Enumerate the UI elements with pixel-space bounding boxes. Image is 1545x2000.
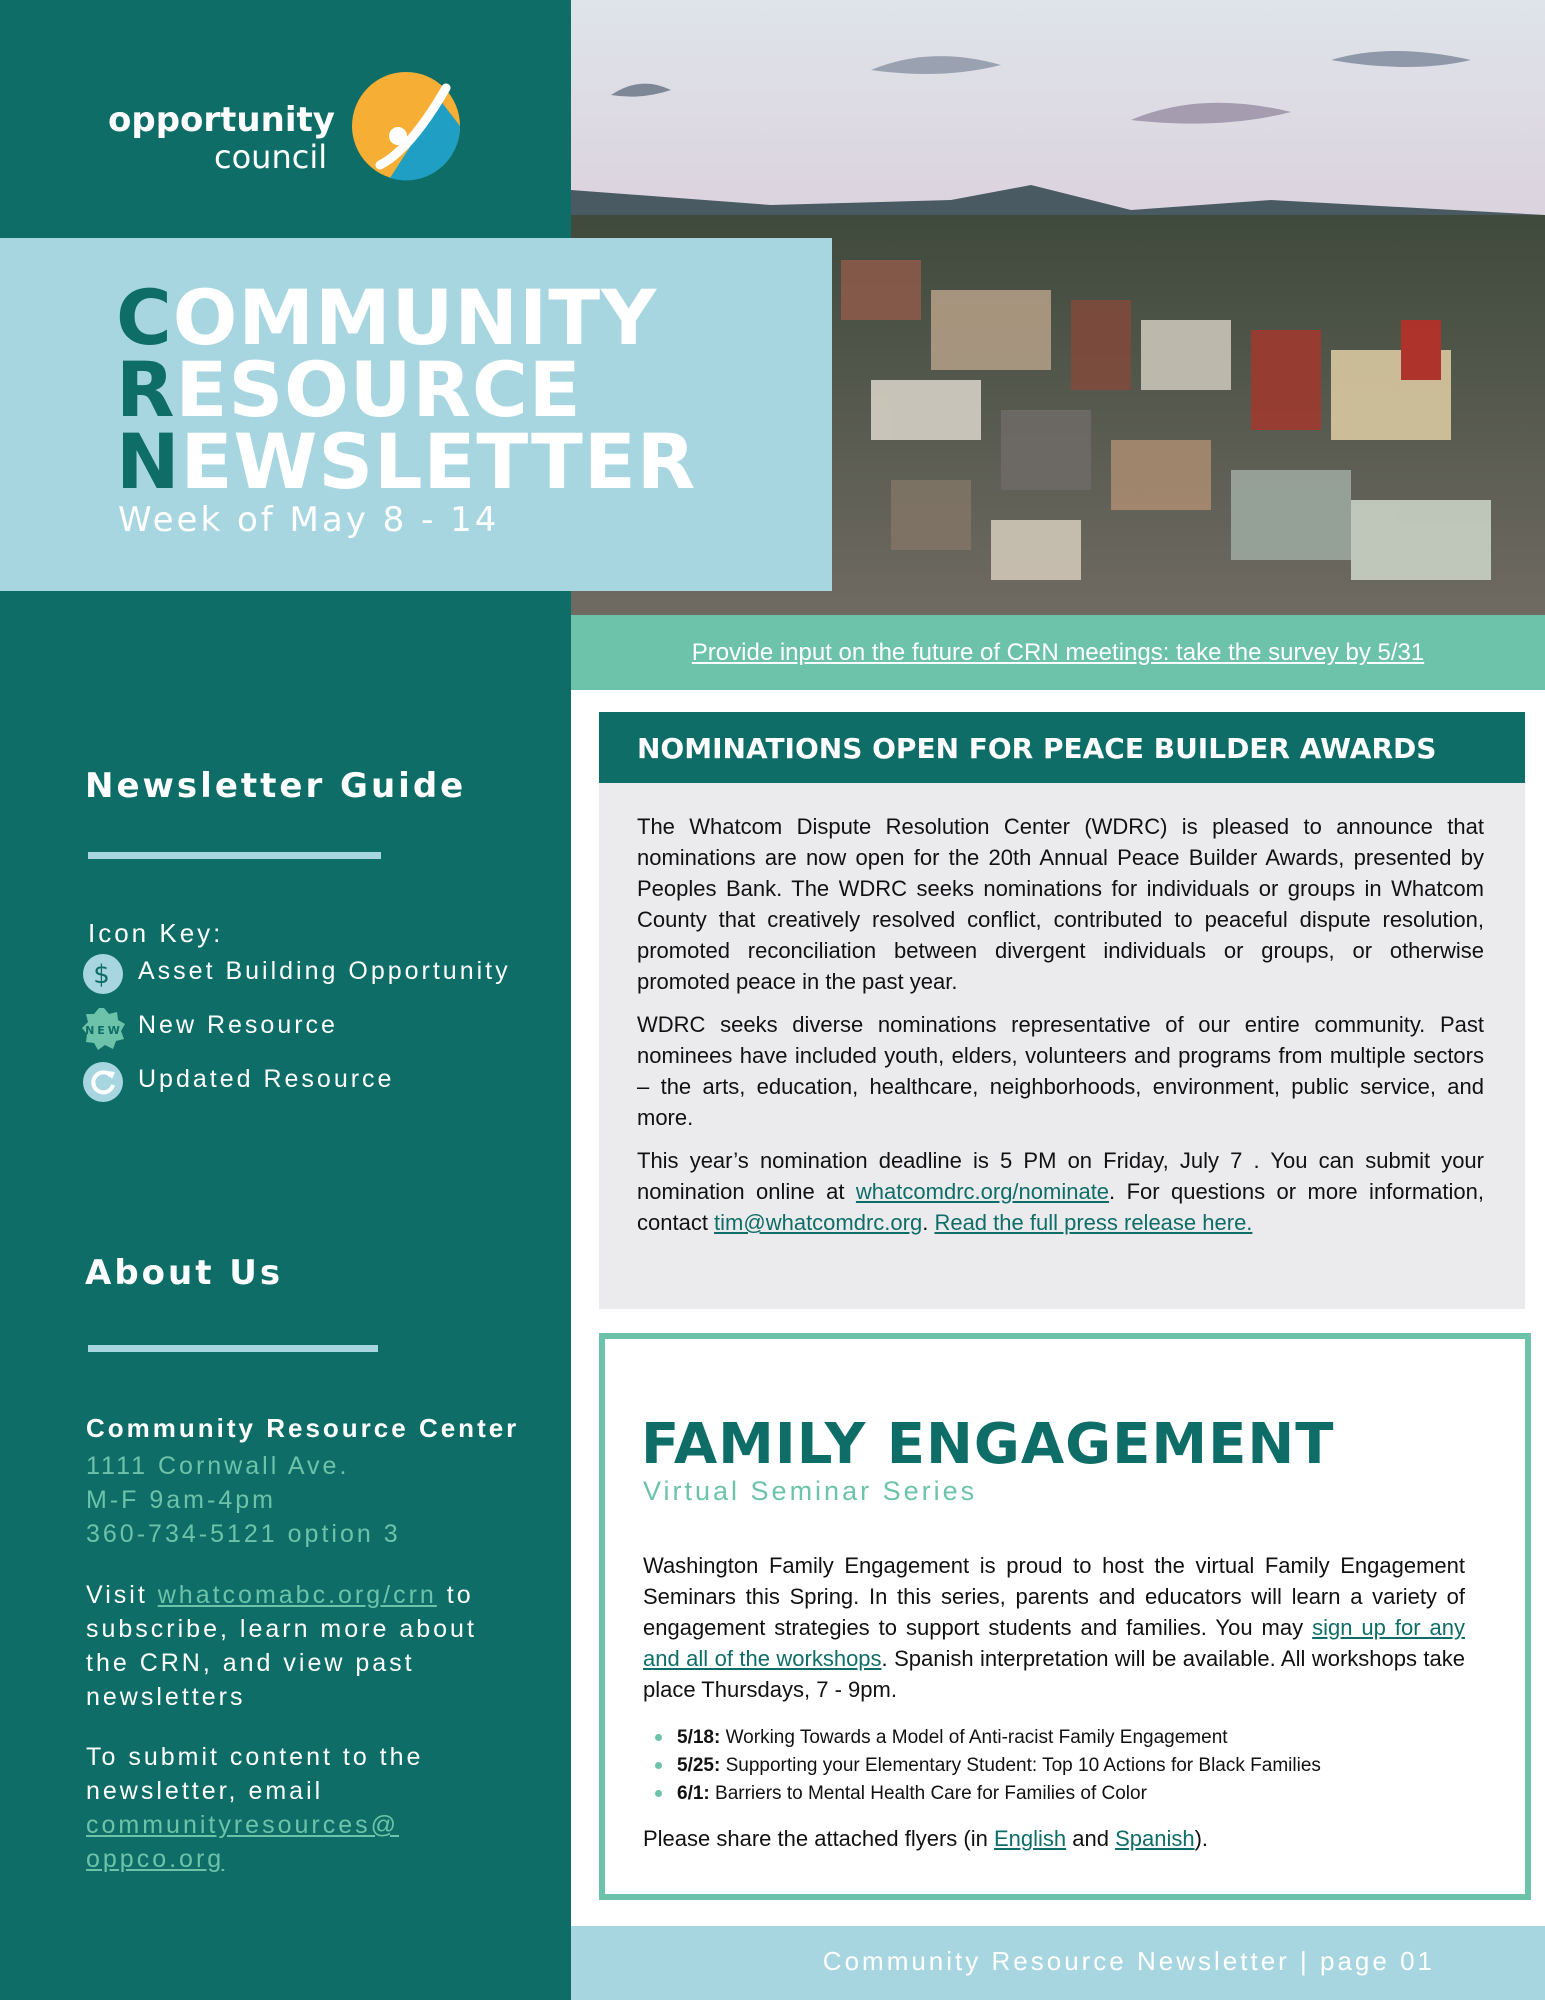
submit-email-link[interactable]: communityresources@ oppco.org: [86, 1811, 400, 1873]
center-address: 1111 Cornwall Ave.: [86, 1452, 350, 1480]
svg-text:$: $: [93, 960, 113, 990]
newsletter-title-block: [0, 238, 832, 591]
icon-key-heading: Icon Key:: [88, 918, 224, 948]
crn-website-link[interactable]: whatcomabc.org/crn: [157, 1581, 437, 1609]
page-footer: [571, 1926, 1545, 2000]
list-item: 5/18: Working Towards a Model of Anti-racist Family Engagement: [643, 1724, 1483, 1752]
icon-key-label: New Resource: [138, 1011, 338, 1039]
logo-word-council: council: [214, 138, 328, 176]
guide-divider: [88, 852, 381, 859]
dollar-icon: [82, 953, 124, 995]
icon-key-label: Updated Resource: [138, 1065, 395, 1093]
title-line-resource: RESOURCE: [116, 345, 582, 434]
logo-mark-icon: [350, 70, 462, 182]
week-of-date: Week of May 8 - 14: [118, 500, 500, 540]
about-divider: [88, 1345, 378, 1352]
footer-page-label: Community Resource Newsletter | page 01: [822, 1946, 1435, 1976]
submit-paragraph: To submit content to the newsletter, email communityresources@ oppco.org: [86, 1743, 424, 1873]
center-name: Community Resource Center: [86, 1413, 520, 1443]
nominations-heading-bar: [599, 712, 1525, 783]
nominations-article: [599, 783, 1525, 1309]
share-flyers-paragraph: Please share the attached flyers (in English and Spanish).: [643, 1826, 1209, 1851]
list-item: 6/1: Barriers to Mental Health Care for Families of Color: [643, 1780, 1483, 1808]
opportunity-council-logo: [108, 70, 468, 182]
title-line-newsletter: NEWSLETTER: [116, 417, 697, 506]
english-flyer-link[interactable]: English: [993, 1826, 1067, 1851]
center-phone: 360-734-5121 option 3: [86, 1520, 401, 1548]
nominations-paragraph-3: This year’s nomination deadline is 5 PM on Friday, July 7 . You can submit your nomination online at whatcomdrc.org/nominate. For questions or more information, contact tim@whatcomdrc.org. Read the full press release here.: [637, 1148, 1484, 1235]
icon-key-label: Asset Building Opportunity: [138, 957, 511, 985]
survey-banner: [571, 615, 1545, 690]
new-badge-icon: [82, 1007, 126, 1051]
nominations-heading: NOMINATIONS OPEN FOR PEACE BUILDER AWARDS: [637, 732, 1437, 765]
newsletter-guide-heading: Newsletter Guide: [85, 766, 467, 806]
family-engagement-paragraph: Washington Family Engagement is proud to host the virtual Family Engagement Seminars this Spring. In this series, parents and educators will learn a variety of engagement strategies to support students and families. You may sign up for any and all of the workshops. Spanish interpretation will be available. All workshops take place Thursdays, 7 - 9pm.: [643, 1553, 1465, 1702]
about-us-heading: About Us: [85, 1253, 284, 1293]
list-item: 5/25: Supporting your Elementary Student: Top 10 Actions for Black Families: [643, 1752, 1483, 1780]
seminar-session-list: [643, 1724, 1483, 1808]
visit-paragraph: Visit whatcomabc.org/crn to subscribe, learn more about the CRN, and view past newsletters: [86, 1581, 477, 1711]
nominations-paragraph-1: The Whatcom Dispute Resolution Center (WDRC) is pleased to announce that nominations are now open for the 20th Annual Peace Builder Awards, presented by Peoples Bank. The WDRC seeks nominations for individuals or groups in Whatcom County that creatively resolved conflict, contributed to peaceful dispute resolution, promoted reconciliation between divergent individuals or groups, or otherwise promoted peace in the past year.: [637, 814, 1484, 994]
nominations-paragraph-2: WDRC seeks diverse nominations representative of our entire community. Past nominees have included youth, elders, volunteers and programs from multiple sectors – the arts, education, healthcare, neighborhoods, environment, public service, and more.: [637, 1012, 1484, 1130]
family-engagement-subtitle: Virtual Seminar Series: [643, 1476, 978, 1506]
workshop-signup-link[interactable]: sign up for any and all of the workshops: [643, 1615, 1465, 1671]
new-badge-text: NEW: [85, 1024, 123, 1037]
refresh-icon: [82, 1061, 124, 1103]
spanish-flyer-link[interactable]: Spanish: [1115, 1826, 1195, 1851]
logo-word-opportunity: opportunity: [108, 100, 335, 140]
center-hours: M-F 9am-4pm: [86, 1486, 276, 1514]
press-release-link[interactable]: Read the full press release here.: [934, 1210, 1253, 1235]
contact-email-link[interactable]: tim@whatcomdrc.org: [714, 1210, 923, 1235]
family-engagement-article: [599, 1333, 1531, 1900]
title-line-community: COMMUNITY: [116, 273, 658, 362]
survey-link[interactable]: Provide input on the future of CRN meetings: take the survey by 5/31: [691, 639, 1425, 666]
nominate-link[interactable]: whatcomdrc.org/nominate: [855, 1179, 1110, 1204]
family-engagement-title: FAMILY ENGAGEMENT: [641, 1412, 1335, 1477]
